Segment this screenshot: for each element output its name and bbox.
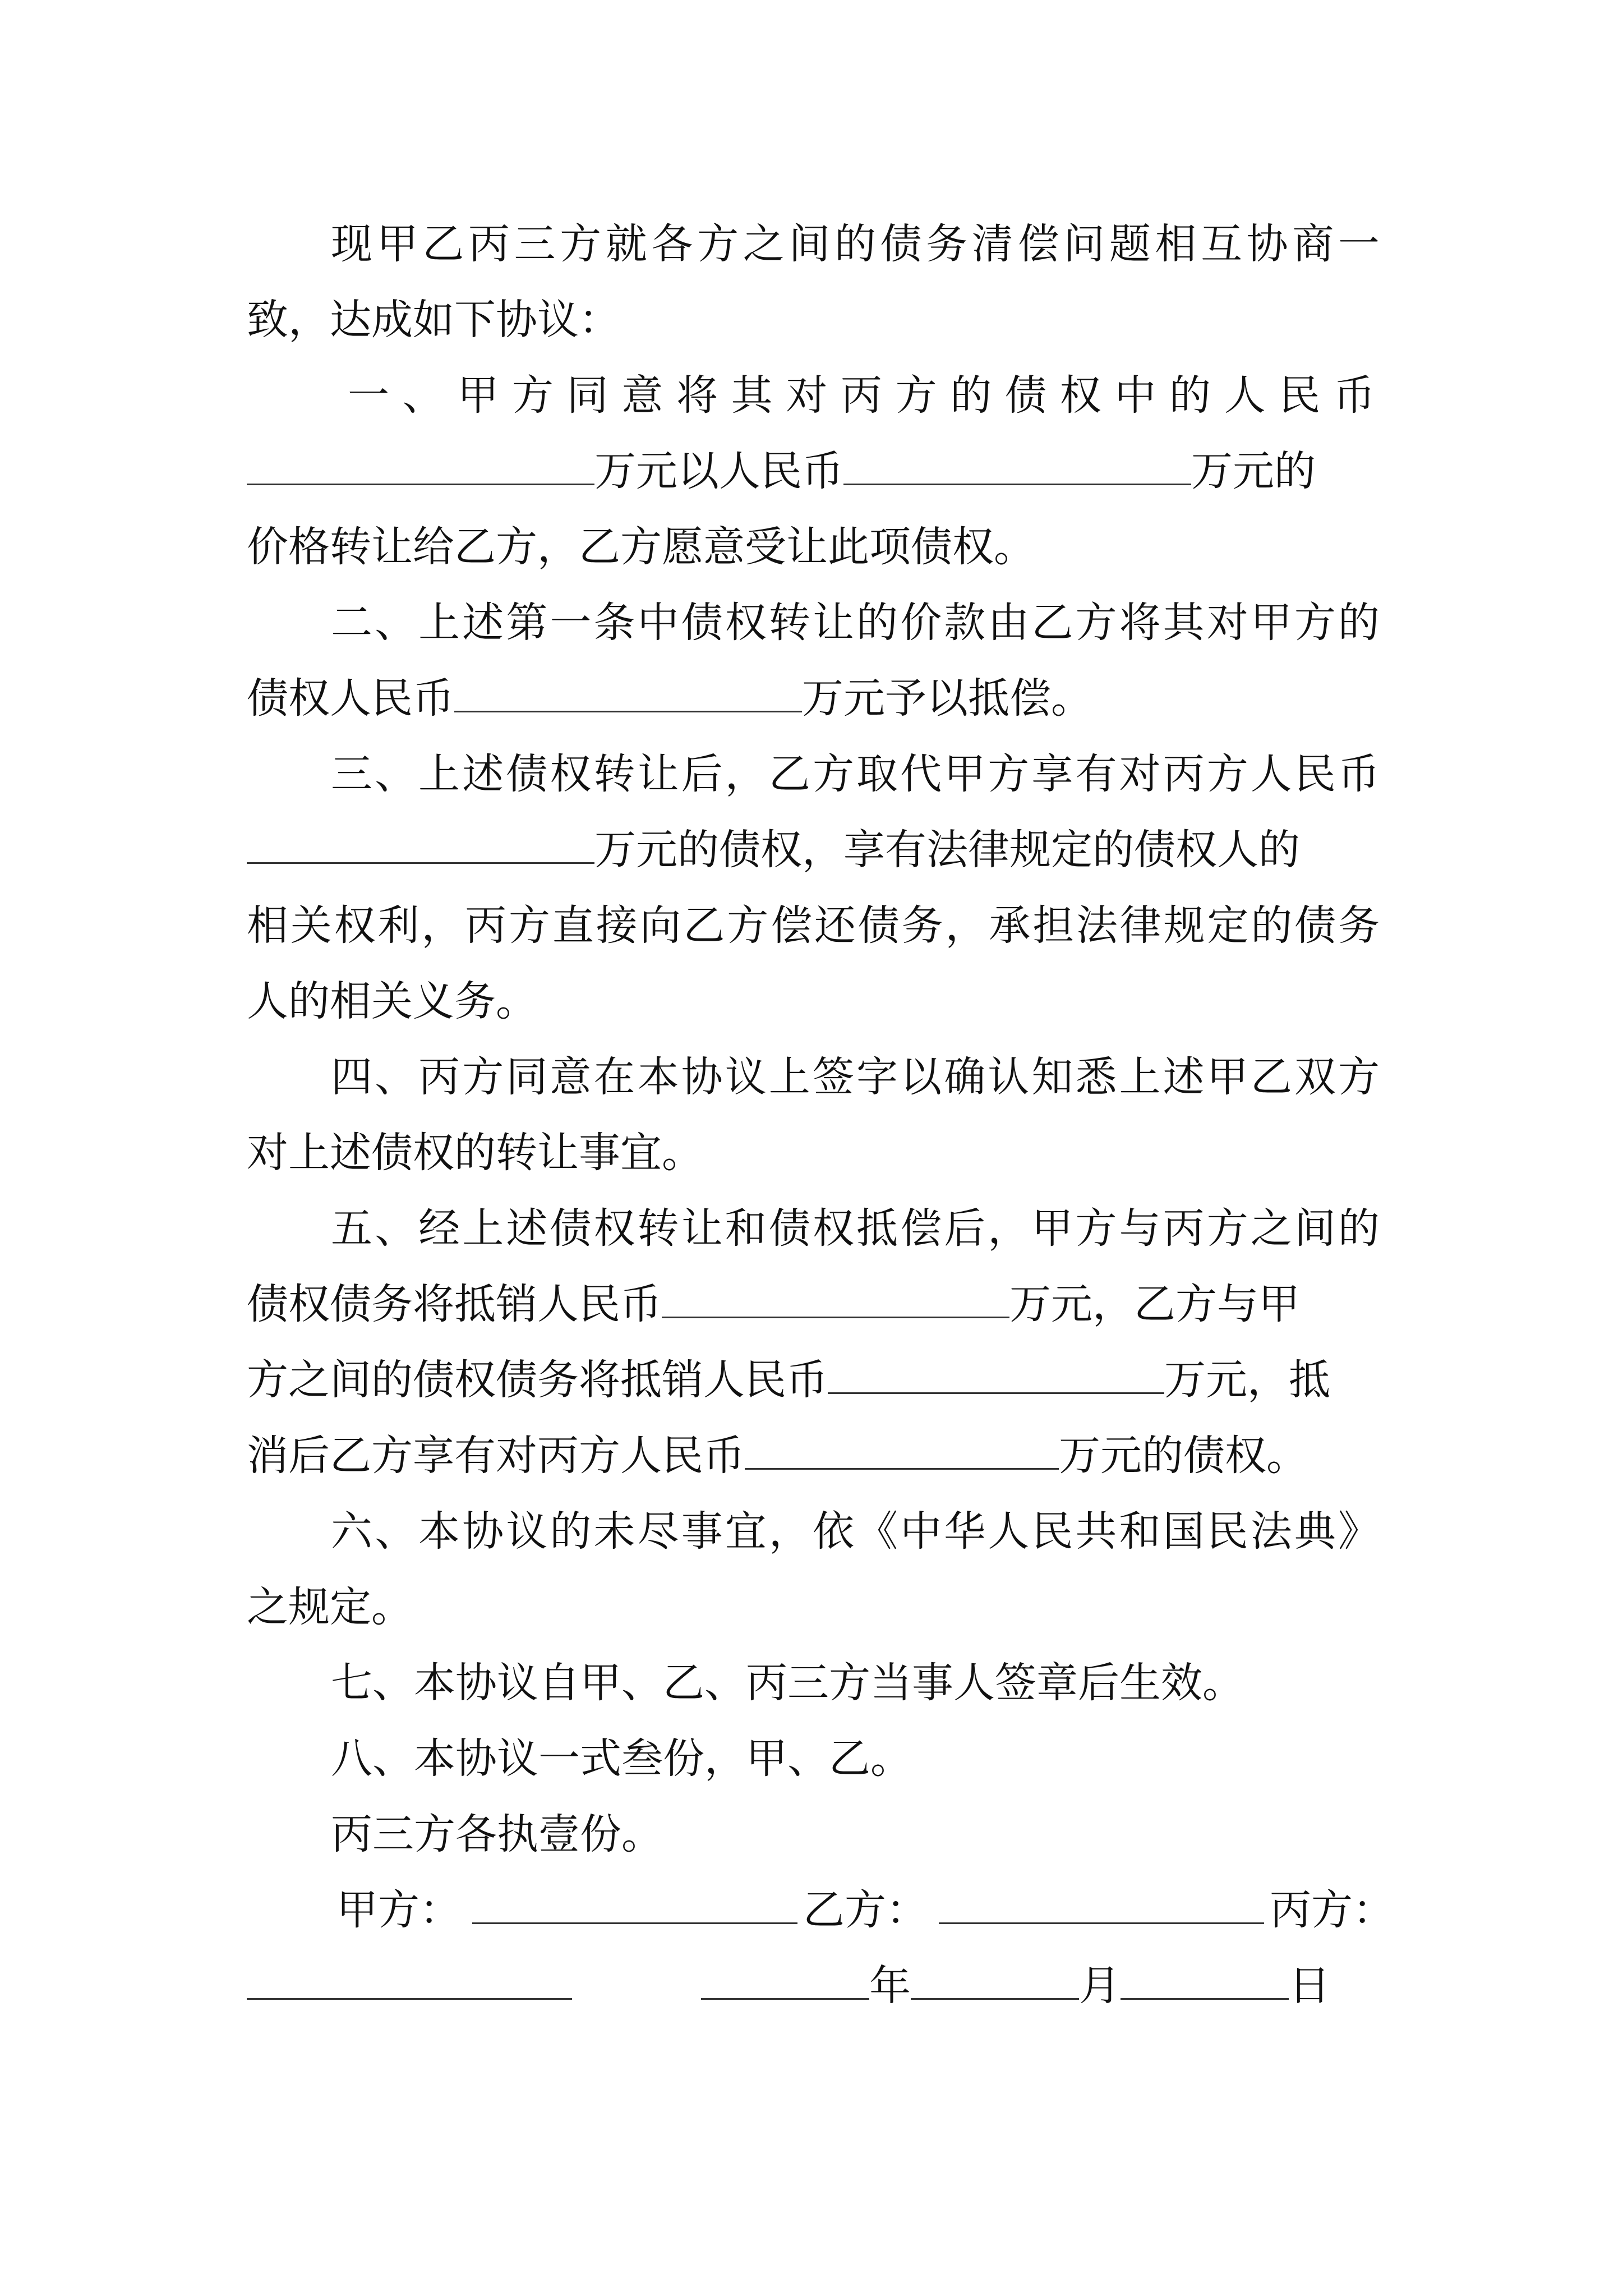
day-label: 日 <box>1289 1962 1330 2010</box>
clause-4-line-1: 四、丙方同意在本协议上签字以确认知悉上述甲乙双方 <box>331 1053 1380 1101</box>
blank-field[interactable] <box>828 1358 1164 1394</box>
month-label: 月 <box>1079 1962 1121 2010</box>
blank-field[interactable] <box>247 827 594 864</box>
clause-1-line-1: 一、甲方同意将其对丙方的债权中的人民币 <box>348 371 1380 420</box>
clause-3-line-1: 三、上述债权转让后，乙方取代甲方享有对丙方人民币 <box>331 750 1380 798</box>
clause-5-line-4: 消后乙方享有对丙方人民币 万元的债权。 <box>247 1432 1308 1480</box>
party-a-signature-field[interactable] <box>472 1888 797 1924</box>
clause-6-line-2: 之规定。 <box>247 1583 413 1631</box>
clause-2-line-1: 二、上述第一条中债权转让的价款由乙方将其对甲方的 <box>331 599 1380 647</box>
date-line <box>247 1949 1380 2022</box>
blank-field[interactable] <box>843 449 1191 485</box>
clause-3-line-2: 万元的债权，享有法律规定的债权人的 <box>247 813 1380 886</box>
signature-line <box>247 1874 1394 1947</box>
blank-field[interactable] <box>745 1433 1059 1470</box>
blank-field[interactable] <box>662 1282 1009 1318</box>
document-page <box>247 0 1394 2296</box>
party-b-label: 乙方： <box>803 1886 928 1934</box>
day-field[interactable] <box>1121 1963 1289 2000</box>
party-b-signature-field[interactable] <box>939 1888 1264 1924</box>
year-label: 年 <box>869 1962 911 2010</box>
clause-3-line-4: 人的相关义务。 <box>247 977 537 1025</box>
clause-7: 七、本协议自甲、乙、丙三方当事人签章后生效。 <box>331 1659 1244 1707</box>
clause-8-line-1: 八、本协议一式叁份，甲、乙。 <box>331 1734 912 1783</box>
year-field[interactable] <box>701 1963 869 2000</box>
paragraph-intro-line-2: 致，达成如下协议： <box>247 296 620 344</box>
clause-1-line-2: 万元以人民币 万元的 <box>247 435 1380 508</box>
blank-field[interactable] <box>454 676 802 712</box>
clause-5-line-1: 五、经上述债权转让和债权抵偿后，甲方与丙方之间的 <box>331 1204 1380 1253</box>
clause-4-line-2: 对上述债权的转让事宜。 <box>247 1129 703 1177</box>
clause-5-line-3: 方之间的债权债务将抵销人民币 万元，抵 <box>247 1356 1330 1404</box>
party-a-label: 甲方： <box>336 1886 461 1934</box>
paragraph-intro-line-1: 现甲乙丙三方就各方之间的债务清偿问题相互协商一 <box>331 220 1380 268</box>
clause-8-line-2: 丙三方各执壹份。 <box>331 1810 663 1858</box>
blank-field[interactable] <box>247 449 594 485</box>
clause-1-line-3: 价格转让给乙方，乙方愿意受让此项债权。 <box>247 523 1035 571</box>
clause-5-line-2: 债权债务将抵销人民币 万元，乙方与甲 <box>247 1280 1300 1328</box>
clause-6-line-1: 六、本协议的未尽事宜，依《中华人民共和国民法典》 <box>331 1507 1380 1556</box>
month-field[interactable] <box>911 1963 1079 2000</box>
party-c-signature-field[interactable] <box>247 1963 572 2000</box>
party-c-label: 丙方： <box>1270 1886 1394 1934</box>
clause-2-line-2: 债权人民币 万元予以抵偿。 <box>247 674 1092 723</box>
clause-3-line-3: 相关权利，丙方直接向乙方偿还债务，承担法律规定的债务 <box>247 901 1380 950</box>
